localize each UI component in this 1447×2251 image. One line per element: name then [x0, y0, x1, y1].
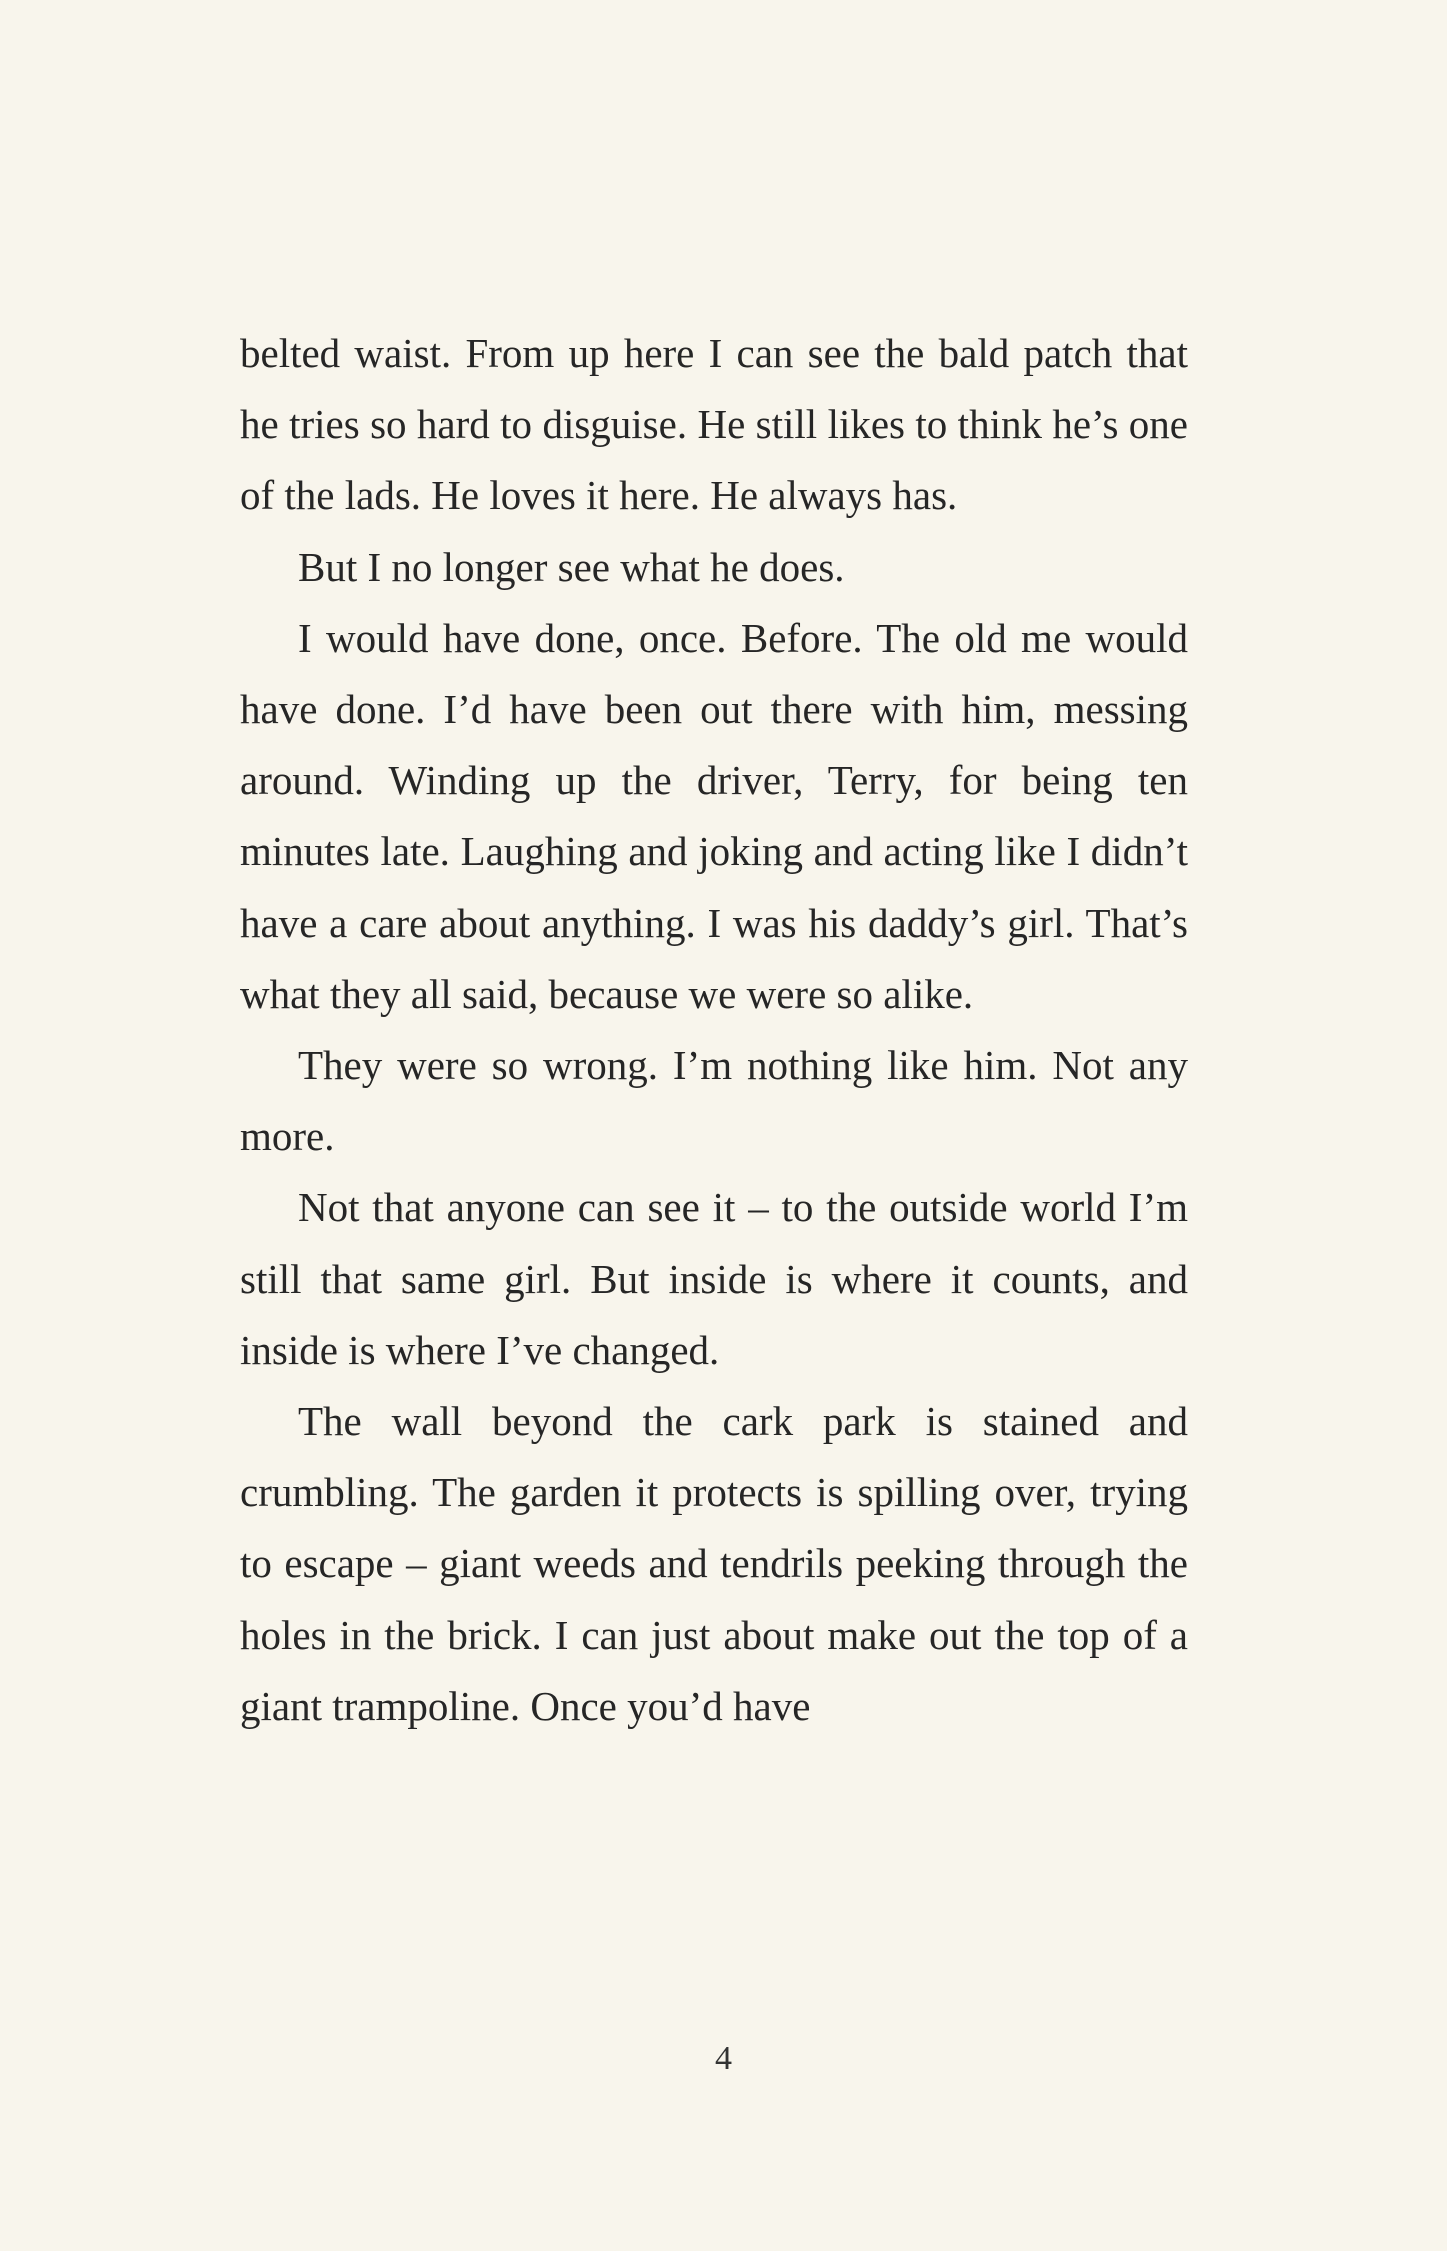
- paragraph-continued: belted waist. From up here I can see the bald patch that he tries so hard to disguise. He still likes to think he’s one of the lads. He loves it here. He always has.: [240, 330, 1188, 519]
- paragraph: The wall beyond the cark park is stained and crumbling. The garden it protects is spilling over, trying to escape – giant weeds and tendrils peeking through the holes in the brick. I can just about make out the top of a giant trampoline. Once you’d have: [240, 1398, 1188, 1729]
- body-text: [240, 318, 1188, 1742]
- paragraph: Not that anyone can see it – to the outside world I’m still that same girl. But inside is where it counts, and inside is where I’ve changed.: [240, 1184, 1188, 1373]
- paragraph: But I no longer see what he does.: [298, 543, 845, 590]
- paragraph: They were so wrong. I’m nothing like him. Not any more.: [240, 1042, 1188, 1160]
- paragraph: I would have done, once. Before. The old me would have done. I’d have been out there with him, messing around. Winding up the driver, Terry, for being ten minutes late. Laughing and joking and acting like I didn’t have a care about anything. I was his daddy’s girl. That’s what they all said, because we were so alike.: [240, 614, 1188, 1017]
- page-number: 4: [715, 2040, 732, 2077]
